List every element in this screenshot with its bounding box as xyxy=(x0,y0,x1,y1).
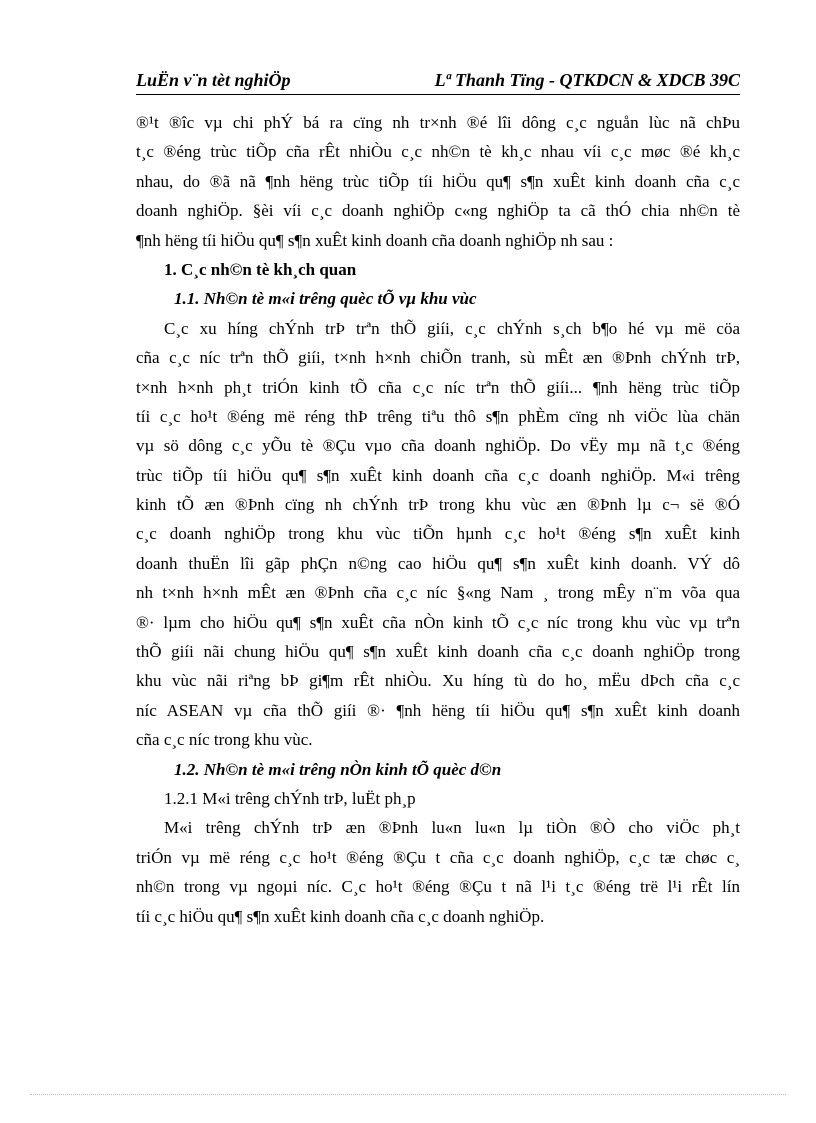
paragraph-line: vµ sö dông c¸c yÕu tè ®Çu vµo cña doanh nghiÖp. Do vËy mµ nã t¸c ®éng xyxy=(136,436,740,456)
paragraph-line: thÕ giíi nãi chung hiÖu qu¶ s¶n xuÊt kinh doanh cña c¸c doanh nghiÖp trong xyxy=(136,642,740,662)
paragraph-line: nh©n trong vµ ngoµi níc. C¸c ho¹t ®éng ®Çu t nã l¹i t¸c ®éng trë l¹i rÊt lín xyxy=(136,877,740,897)
header-author-class: Lª Thanh Tïng - QTKDCN & XDCB 39C xyxy=(434,70,740,90)
paragraph-line: cña c¸c níc trªn thÕ giíi, t×nh h×nh chiÕn tranh, sù mÊt æn ®Þnh chÝnh trÞ, xyxy=(136,348,740,368)
paragraph-line: M«i trêng chÝnh trÞ æn ®Þnh lu«n lu«n lµ tiÒn ®Ò cho viÖc ph¸t xyxy=(164,818,740,838)
paragraph-line: nhau, do ®ã nã ¶nh hëng trùc tiÕp tíi hiÖu qu¶ s¶n xuÊt kinh doanh cña c¸c xyxy=(136,171,740,191)
paragraph-line: nh t×nh h×nh mÊt æn ®Þnh cña c¸c níc §«ng Nam ¸ trong mÊy n¨m võa qua xyxy=(136,583,740,603)
paragraph-line: cña c¸c níc trong khu vùc. xyxy=(136,730,313,750)
paragraph-line: doanh nghiÖp. §èi víi c¸c doanh nghiÖp c«ng nghiÖp ta cã thÓ chia nh©n tè xyxy=(136,201,740,221)
paragraph-line: tíi c¸c hiÖu qu¶ s¶n xuÊt kinh doanh cña c¸c doanh nghiÖp. xyxy=(136,906,545,926)
paragraph-line: ®¹t ®îc vµ chi phÝ bá ra cïng nh tr×nh ®é lîi dông c¸c nguån lùc nã chÞu xyxy=(136,113,740,132)
paragraph-line: t¸c ®éng trùc tiÕp cña rÊt nhiÒu c¸c nh©n tè kh¸c nhau víi c¸c møc ®é kh¸c xyxy=(136,142,740,162)
paragraph-line: c¸c doanh nghiÖp trong khu vùc tiÕn hµnh c¸c ho¹t ®éng s¶n xuÊt kinh xyxy=(136,524,740,544)
paragraph-line: C¸c xu híng chÝnh trÞ trªn thÕ giíi, c¸c chÝnh s¸ch b¶o hé vµ më cöa xyxy=(164,318,740,338)
paragraph-line: triÓn vµ më réng c¸c ho¹t ®éng ®Çu t cña c¸c doanh nghiÖp, c¸c tæ chøc c¸ xyxy=(136,847,740,867)
paragraph-line: tíi c¸c ho¹t ®éng më réng thÞ trêng tiªu thô s¶n phÈm cïng nh viÖc lùa chän xyxy=(136,406,740,426)
paragraph-line: doanh thuËn lîi gãp phÇn n©ng cao hiÖu qu¶ s¶n xuÊt kinh doanh. VÝ dô xyxy=(136,553,740,573)
paragraph-line: níc ASEAN vµ cña thÕ giíi ®· ¶nh hëng tíi hiÖu qu¶ s¶n xuÊt kinh doanh xyxy=(136,700,740,720)
section-heading: 1. C¸c nh©n tè kh¸ch quan xyxy=(164,259,357,279)
page-header xyxy=(136,70,740,95)
subsection-heading: 1.1. Nh©n tè m«i trêng quèc tÕ vµ khu vùc xyxy=(174,289,477,309)
sub-subsection-heading: 1.2.1 M«i trêng chÝnh trÞ, luËt ph¸p xyxy=(164,788,416,808)
subsection-heading: 1.2. Nh©n tè m«i trêng nÒn kinh tÕ quèc d©n xyxy=(174,759,502,779)
header-thesis-title: LuËn v¨n tèt nghiÖp xyxy=(136,70,291,90)
paragraph-line: kinh tÕ æn ®Þnh cïng nh chÝnh trÞ trong khu vùc æn ®Þnh lµ c¬ së ®Ó xyxy=(136,495,740,515)
paragraph-line: trùc tiÕp tíi hiÖu qu¶ s¶n xuÊt kinh doanh cña c¸c doanh nghiÖp. M«i trêng xyxy=(136,465,740,485)
document-body xyxy=(136,108,740,931)
paragraph-line: t×nh h×nh ph¸t triÓn kinh tÕ cña c¸c níc trªn thÕ giíi... ¶nh hëng trùc tiÕp xyxy=(136,377,740,397)
page-bottom-border xyxy=(30,1094,786,1095)
paragraph-line: khu vùc nãi riªng bÞ gi¶m rÊt nhiÒu. Xu híng tù do ho¸ mËu dÞch cña c¸c xyxy=(136,671,740,691)
paragraph-line: ®· lµm cho hiÖu qu¶ s¶n xuÊt cña nÒn kinh tÕ c¸c níc trong khu vùc vµ trªn xyxy=(136,612,740,632)
paragraph-line: ¶nh hëng tíi hiÖu qu¶ s¶n xuÊt kinh doanh cña doanh nghiÖp nh sau : xyxy=(136,230,614,250)
